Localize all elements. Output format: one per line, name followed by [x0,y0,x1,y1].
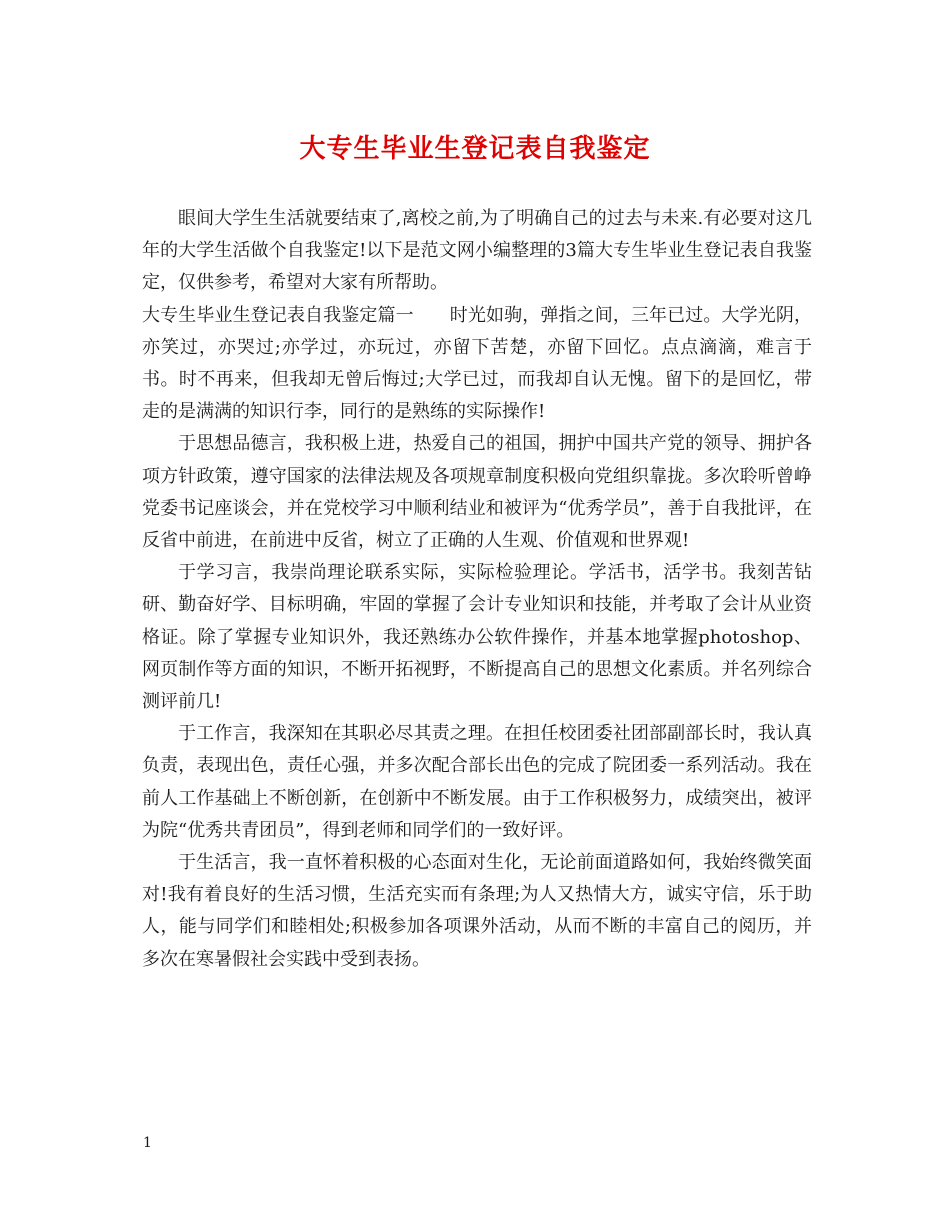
document-title: 大专生毕业生登记表自我鉴定 [299,134,651,164]
paragraph-life: 于生活言，我一直怀着积极的心态面对生化，无论前面道路如何，我始终微笑面对!我有着良好的生活习惯，生活充实而有条理;为人又热情大方，诚实守信，乐于助人，能与同学们和睦相处;积极参加各项课外活动，从而不断的丰富自己的阅历，并多次在寒暑假社会实践中受到表扬。 [142,852,812,970]
section-one-paragraph [142,300,812,429]
page-number: 1 [143,1135,152,1151]
intro-paragraph: 眼间大学生生活就要结束了,离校之前,为了明确自己的过去与未来.有必要对这几年的大学生活做个自我鉴定!以下是范文网小编整理的3篇大专生毕业生登记表自我鉴定，仅供参考，希望对大家有所帮助。 [142,208,812,294]
paragraph-ideology: 于思想品德言，我积极上进，热爱自己的祖国，拥护中国共产党的领导、拥护各项方针政策，遵守国家的法律法规及各项规章制度积极向党组织靠拢。多次聆听曾峥党委书记座谈会，并在党校学习中顺利结业和被评为“优秀学员”，善于自我批评，在反省中前进，在前进中反省，树立了正确的人生观、价值观和世界观! [142,433,812,552]
section-lead-text: 时光如驹，弹指之间，三年已过。大学光阴，亦笑过，亦哭过;亦学过，亦玩过，亦留下苦楚，亦留下回忆。点点滴滴，难言于书。时不再来，但我却无曾后悔过;大学已过，而我却自认无愧。留下的是回忆，带走的是满满的知识行李，同行的是熟练的实际操作! [142,304,812,423]
paragraph-work: 于工作言，我深知在其职必尽其责之理。在担任校团委社团部副部长时，我认真负责，表现出色，责任心强，并多次配合部长出色的完成了院团委一系列活动。我在前人工作基础上不断创新，在创新中不断发展。由于工作积极努力，成绩突出，被评为院“优秀共青团员”，得到老师和同学们的一致好评。 [142,723,812,841]
section-heading: 大专生毕业生登记表自我鉴定篇一 [142,304,414,326]
document-body [142,203,812,976]
paragraph-study: 于学习言，我崇尚理论联系实际，实际检验理论。学活书，活学书。我刻苦钻研、勤奋好学、目标明确，牢固的掌握了会计专业知识和技能，并考取了会计从业资格证。除了掌握专业知识外，我还熟练办公软件操作，并基本地掌握photoshop、网页制作等方面的知识，不断开拓视野，不断提高自己的思想文化素质。并名列综合测评前几! [142,562,812,713]
